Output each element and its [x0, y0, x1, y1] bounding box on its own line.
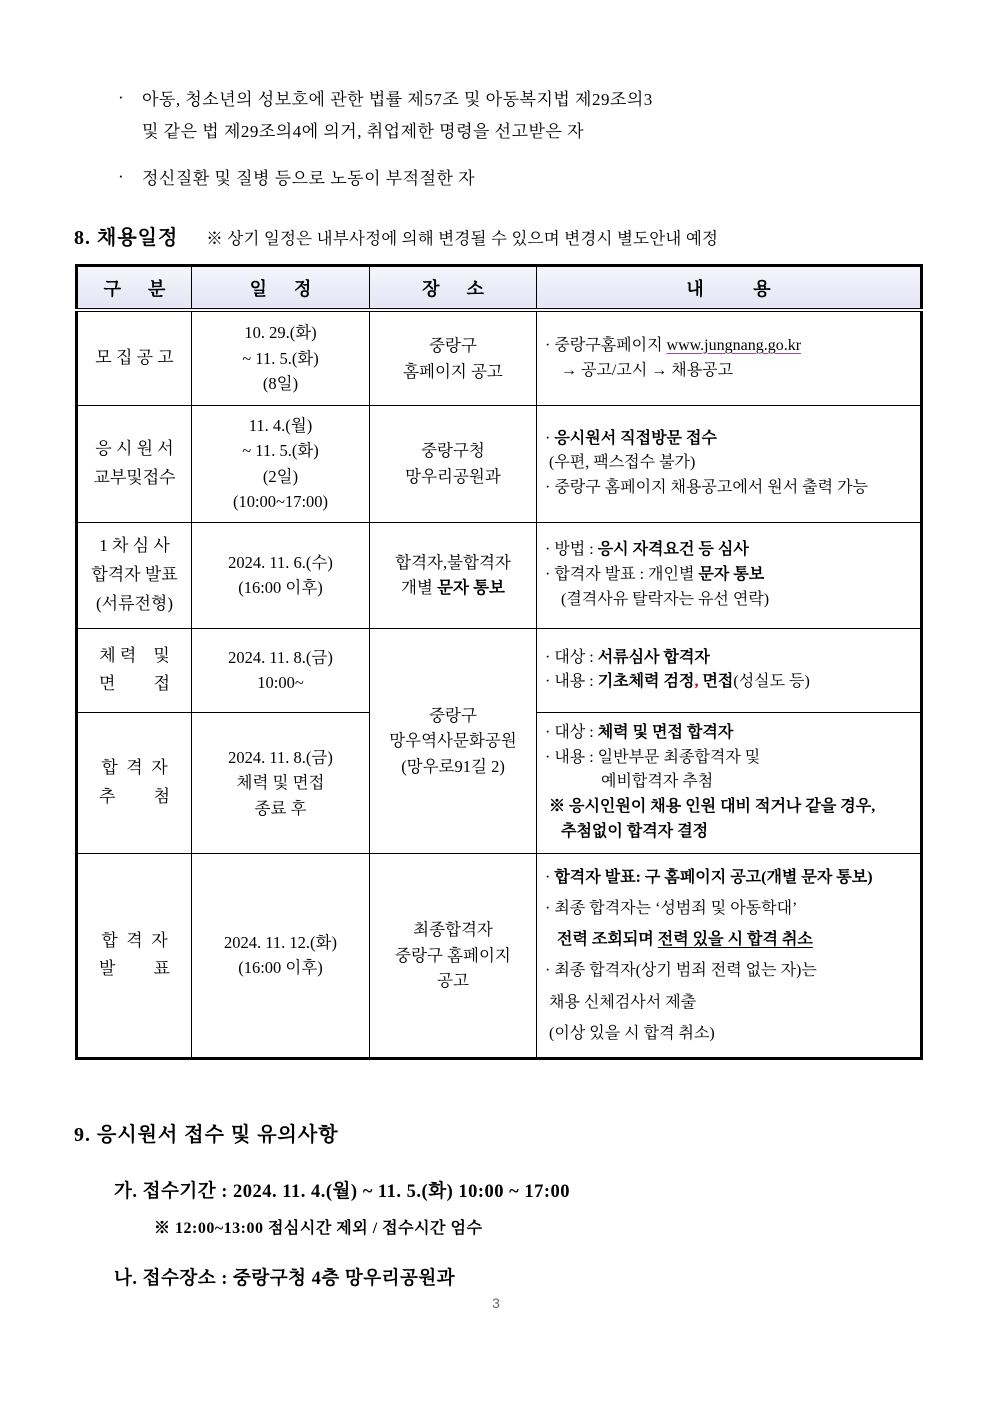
header-jangso: 장 소	[370, 265, 537, 310]
cell-gubun: 합 격 자 발 표	[98, 930, 171, 979]
schedule-table	[75, 264, 923, 1060]
cell-iljeong: 10. 29.(화) ~ 11. 5.(화) (8일)	[242, 323, 319, 394]
bullet-icon: ·	[118, 166, 124, 186]
cell-jangso: 중랑구청 망우리공원과	[405, 441, 501, 486]
disqualification-notes	[118, 84, 918, 195]
section9-title: 9. 응시원서 접수 및 유의사항	[74, 1124, 339, 1146]
cell-iljeong: 11. 4.(월) ~ 11. 5.(화) (2일) (10:00~17:00)	[232, 415, 329, 512]
header-gubun: 구 분	[77, 265, 192, 310]
cell-naeyong: · 대상 : 체력 및 면접 합격자 · 내용 : 일반부문 최종합격자 및 예비합격자 추첨 ※ 응시인원이 채용 인원 대비 적거나 같을 경우, 추첨없이 합격자 결정	[545, 723, 876, 841]
cell-iljeong: 2024. 11. 8.(금) 10:00~	[228, 647, 333, 693]
cell-gubun: 1 차 심 사 합격자 발표 (서류전형)	[91, 536, 178, 613]
section9-lunch-note: ※ 12:00~13:00 점심시간 제외 / 접수시간 엄수	[154, 1220, 483, 1237]
cell-jangso-shared: 중랑구 망우역사문화공원 (망우로91길 2)	[389, 705, 517, 776]
cell-gubun: 체 력 및 면 접	[98, 645, 171, 694]
section8-title: 8. 채용일정	[74, 226, 179, 249]
table-row-mojip-gonggo	[77, 310, 922, 405]
bullet-icon: ·	[118, 88, 124, 107]
cell-naeyong: · 대상 : 서류심사 합격자 · 내용 : 기초체력 검정, 면접(성실도 등)	[545, 648, 810, 691]
cell-iljeong: 2024. 11. 12.(화) (16:00 이후)	[224, 932, 337, 978]
cell-naeyong[interactable]: · 중랑구홈페이지 www.jungnang.go.kr → 공고/고시 → 채용공고	[545, 336, 802, 379]
page-number: 3	[492, 1295, 500, 1311]
note-text: 아동, 청소년의 성보호에 관한 법률 제57조 및 아동복지법 제29조의3 및 같은 법 제29조의4에 의거, 취업제한 명령을 선고받은 자	[142, 90, 653, 142]
section8-header	[74, 221, 992, 250]
section9	[74, 1118, 992, 1290]
list-item	[118, 163, 918, 195]
cell-naeyong: · 합격자 발표: 구 홈페이지 공고(개별 문자 통보) · 최종 합격자는 ‘성범죄 및 아동학대’ 전력 조회되며 전력 있을 시 합격 취소 · 최종 합격자(상기 범죄 전력 없는 자)는 채용 신체검사서 제출 (이상 있을 시 합격 취소)	[545, 868, 873, 1042]
cell-gubun: 모 집 공 고	[95, 348, 174, 368]
cell-jangso: 중랑구 홈페이지 공고	[403, 336, 503, 381]
cell-naeyong: · 방법 : 응시 자격요건 등 심사 · 합격자 발표 : 개인별 문자 통보 (결격사유 탈락자는 유선 연락)	[545, 541, 770, 608]
header-naeyong: 내 용	[537, 265, 922, 310]
cell-gubun: 합 격 자 추 첨	[98, 757, 171, 806]
list-item	[118, 84, 918, 149]
section8-note: ※ 상기 일정은 내부사정에 의해 변경될 수 있으며 변경시 별도안내 예정	[206, 228, 719, 248]
table-row-1cha-simsa	[77, 522, 922, 628]
note-text: 정신질환 및 질병 등으로 노동이 부적절한 자	[142, 168, 476, 188]
cell-jangso: 최종합격자 중랑구 홈페이지 공고	[395, 920, 511, 991]
cell-gubun: 응 시 원 서 교부및접수	[93, 439, 176, 487]
cell-iljeong: 2024. 11. 6.(수) (16:00 이후)	[228, 552, 333, 598]
table-row-wonseo-jeopsu	[77, 405, 922, 522]
table-row-cheryeok-myeonjeop	[77, 628, 922, 712]
table-row-hapgyeokja-balpyo	[77, 853, 922, 1058]
cell-iljeong: 2024. 11. 8.(금) 체력 및 면접 종료 후	[228, 747, 333, 818]
header-iljeong: 일 정	[192, 265, 370, 310]
section9-item-ga: 가. 접수기간 : 2024. 11. 4.(월) ~ 11. 5.(화) 10:00 ~ 17:00	[114, 1182, 571, 1202]
cell-naeyong: · 응시원서 직접방문 접수 (우편, 팩스접수 불가) · 중랑구 홈페이지 채용공고에서 원서 출력 가능	[545, 429, 868, 497]
table-header-row	[77, 265, 922, 310]
section9-item-na: 나. 접수장소 : 중랑구청 4층 망우리공원과	[114, 1269, 456, 1289]
cell-jangso: 합격자,불합격자 개별 문자 통보	[395, 552, 511, 598]
